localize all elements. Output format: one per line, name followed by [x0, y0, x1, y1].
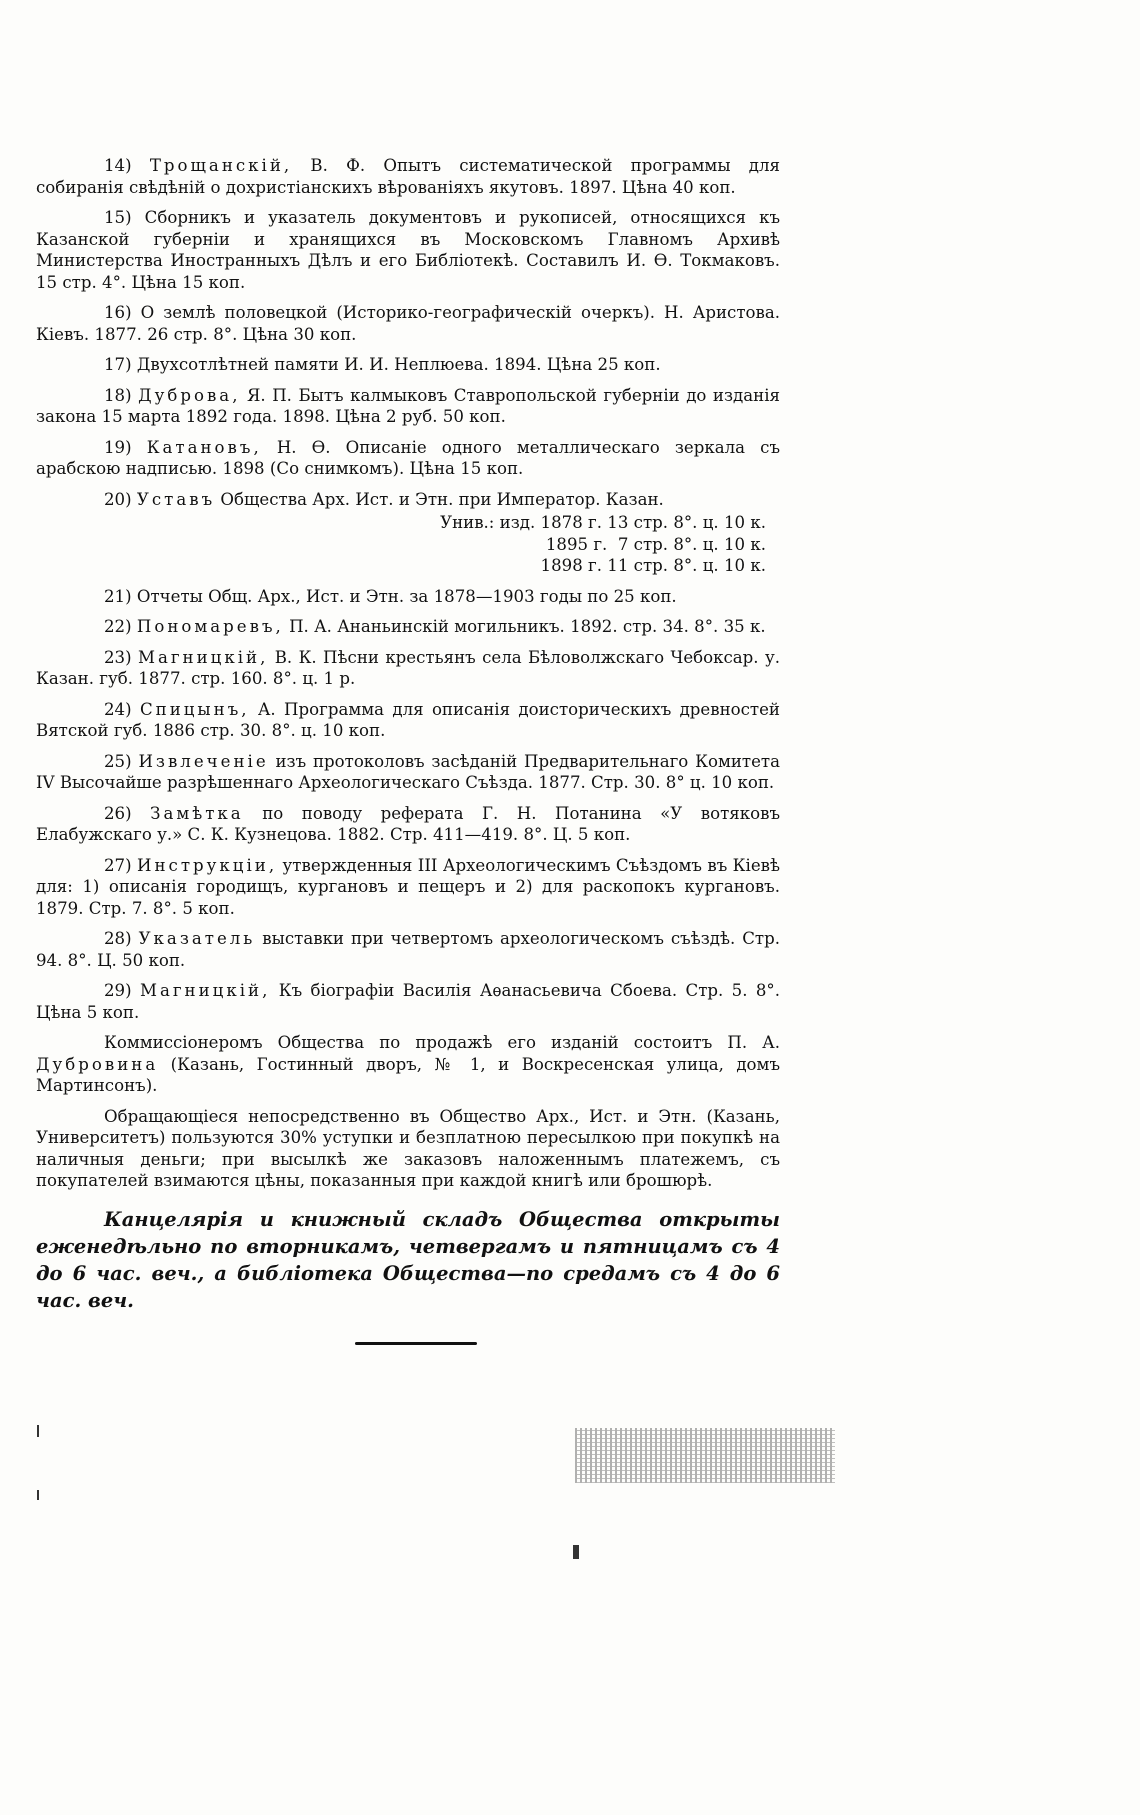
purchase-conditions: Обращающіеся непосредственно въ Общество Арх., Ист. и Этн. (Казань, Университетъ) пользуются 30% уступки и безплатною пересылкою при покупкѣ на наличныя деньги; при высылкѣ же заказовъ наложеннымъ платежемъ, съ покупателей взимаются цѣны, показанныя при каждой книгѣ или брошюрѣ. [36, 1106, 780, 1190]
commission-note [36, 1032, 780, 1097]
entry-author: Дуброва, [138, 385, 241, 405]
entry-number: 21) [104, 586, 132, 606]
entry-author: Катановъ, [146, 437, 262, 457]
publication-entry [36, 699, 780, 742]
edition-line: 1898 г. 11 стр. 8°. ц. 10 к. [540, 556, 766, 575]
margin-mark [573, 1545, 579, 1559]
entry-number: 15) [104, 208, 132, 227]
entry-number: 19) [104, 437, 132, 457]
entry-number: 24) [104, 699, 132, 719]
commissioner-name: Дубровина [36, 1054, 159, 1074]
entry-number: 26) [104, 803, 132, 823]
entry-author: Уставъ [136, 489, 216, 509]
entry-author: Спицынъ, [139, 699, 250, 719]
publication-entry [36, 302, 780, 345]
entry-description: П. А. Ананьинскій могильникъ. 1892. стр. 34. 8°. 35 к. [283, 617, 766, 636]
entry-number: 20) [104, 489, 132, 509]
publication-list-continued [36, 586, 780, 1024]
entry-number: 27) [104, 855, 132, 875]
entry-author: Замѣтка [150, 803, 244, 823]
entry-description: по поводу реферата Г. Н. Потанина «У вотяковъ Елабужскаго у.» С. К. Кузнецова. 1882. Стр. 411—419. 8°. Ц. 5 коп. [36, 803, 780, 844]
publication-entry [36, 385, 780, 428]
publication-entry [36, 155, 780, 198]
entry-number: 23) [104, 647, 132, 667]
commission-text: Коммиссіонеромъ Общества по продажѣ его изданій состоитъ П. А. [104, 1033, 780, 1052]
entry-description: Общества Арх. Ист. и Этн. при Император. Казан. [215, 489, 664, 509]
entry-description: Двухсотлѣтней памяти И. И. Неплюева. 1894. Цѣна 25 коп. [136, 355, 661, 374]
publication-entry [36, 207, 780, 293]
catalog-page [36, 155, 780, 1314]
publication-entry [36, 586, 780, 608]
entry-number: 16) [104, 303, 132, 322]
margin-mark [37, 1490, 39, 1500]
commission-address: (Казань, Гостинный дворъ, № 1, и Воскресенская улица, домъ Мартинсонъ). [36, 1054, 780, 1095]
publication-entry [36, 616, 780, 638]
publication-list [36, 155, 780, 510]
entry-number: 17) [104, 355, 132, 374]
entry-description: выставки при четвертомъ археологическомъ съѣздѣ. Стр. 94. 8°. Ц. 50 коп. [36, 929, 780, 970]
entry-description: Н. Ѳ. Описаніе одного металлическаго зеркала съ арабскою надписью. 1898 (Со снимкомъ). Цѣна 15 коп. [36, 437, 780, 478]
entry-author: Указатель [138, 929, 256, 948]
entry-description: Отчеты Общ. Арх., Ист. и Этн. за 1878—1903 годы по 25 коп. [136, 586, 677, 606]
entry-number: 28) [104, 929, 132, 948]
publication-entry [36, 437, 780, 480]
publication-entry [36, 928, 780, 971]
entry-description: изъ протоколовъ засѣданій Предварительнаго Комитета IV Высочайше разрѣшеннаго Археологическаго Съѣзда. 1877. Стр. 30. 8° ц. 10 коп. [36, 751, 781, 792]
entry-number: 29) [104, 981, 132, 1000]
entry-description: В. Ф. Опытъ систематической программы для собиранія свѣдѣній о дохристіанскихъ вѣрованіяхъ якутовъ. 1897. Цѣна 40 коп. [36, 156, 780, 197]
publication-entry [36, 980, 780, 1023]
entry-description: В. К. Пѣсни крестьянъ села Бѣловолжскаго Чебоксар. у. Казан. губ. 1877. стр. 160. 8°. ц. 1 р. [36, 647, 780, 688]
entry-description: Къ біографіи Василія Аѳанасьевича Сбоева. Стр. 5. 8°. Цѣна 5 коп. [36, 981, 780, 1022]
margin-mark [37, 1425, 39, 1437]
entry-description: Сборникъ и указатель документовъ и рукописей, относящихся къ Казанской губерніи и хранящихся въ Московскомъ Главномъ Архивѣ Министерства Иностранныхъ Дѣлъ и его Библіотекѣ. Составилъ И. Ѳ. Токмаковъ. 15 стр. 4°. Цѣна 15 коп. [36, 208, 780, 292]
entry-number: 22) [104, 617, 132, 636]
entry-number: 18) [104, 385, 132, 405]
charter-editions [36, 512, 780, 577]
entry-description: О землѣ половецкой (Историко-географическій очеркъ). Н. Аристова. Кіевъ. 1877. 26 стр. 8°. Цѣна 30 коп. [36, 303, 780, 344]
publication-entry [36, 855, 780, 920]
entry-description: Я. П. Бытъ калмыковъ Ставропольской губерніи до изданія закона 15 марта 1892 года. 1898. Цѣна 2 руб. 50 коп. [36, 385, 780, 426]
entry-number: 25) [104, 751, 132, 771]
publication-entry [36, 803, 780, 846]
entry-author: Магницкій, [137, 647, 269, 667]
publication-entry [36, 647, 780, 690]
end-rule [355, 1342, 477, 1345]
entry-author: Пономаревъ, [136, 617, 284, 636]
library-stamp [575, 1428, 835, 1483]
publication-entry [36, 489, 780, 511]
entry-author: Инструкціи, [137, 855, 278, 875]
edition-line: Унив.: изд. 1878 г. 13 стр. 8°. ц. 10 к. [440, 513, 766, 532]
entry-author: Трощанскій, [149, 156, 293, 175]
entry-author: Извлеченіе [138, 751, 269, 771]
entry-author: Магницкій, [139, 981, 271, 1000]
opening-hours-notice: Канцелярія и книжный складъ Общества открыты еженедѣльно по вторникамъ, четвергамъ и пятницамъ съ 4 до 6 час. веч., а библіотека Общества—по средамъ съ 4 до 6 час. веч. [36, 1207, 780, 1312]
publication-entry [36, 751, 780, 794]
publication-entry [36, 354, 780, 376]
entry-description: утвержденныя III Археологическимъ Съѣздомъ въ Кіевѣ для: 1) описанія городищъ, кургановъ и пещеръ и 2) для раскопокъ кургановъ. 1879. Стр. 7. 8°. 5 коп. [36, 855, 780, 918]
entry-description: А. Программа для описанія доисторическихъ древностей Вятской губ. 1886 стр. 30. 8°. ц. 10 коп. [36, 699, 780, 740]
entry-number: 14) [104, 156, 132, 175]
edition-line: 1895 г. 7 стр. 8°. ц. 10 к. [545, 534, 766, 554]
